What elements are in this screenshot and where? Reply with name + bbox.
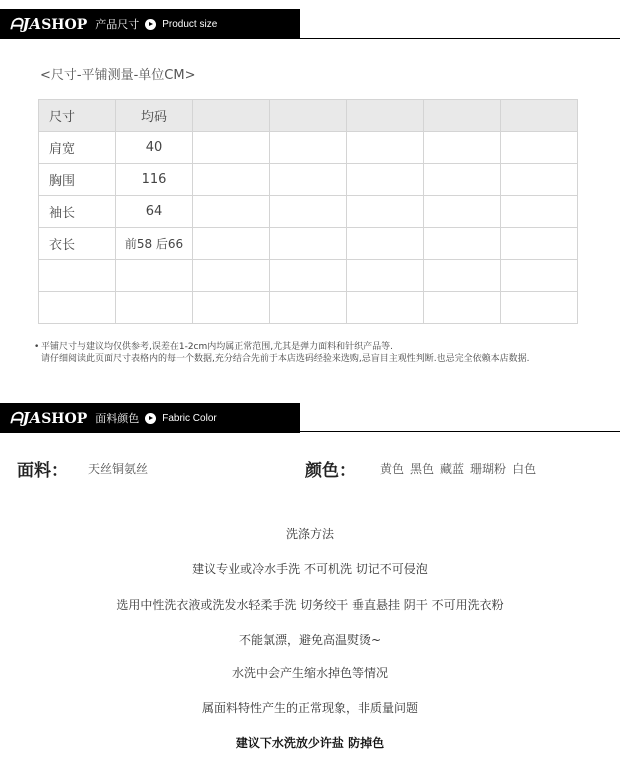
- row-label: 衣长: [39, 228, 116, 260]
- row-value: 116: [116, 164, 193, 196]
- section-title-en: Fabric Color: [162, 412, 217, 424]
- row-value: 40: [116, 132, 193, 164]
- note-item: • 平铺尺寸与建议均仅供参考,误差在1-2cm内均属正常范围,尤其是弹力面料和针织产品等.: [34, 342, 393, 352]
- section-title-en: Product size: [162, 18, 218, 30]
- care-line: 属面料特性产生的正常现象，非质量问题: [201, 701, 418, 715]
- empty-cell: [347, 100, 424, 132]
- color-list: [380, 460, 542, 477]
- color-option: 白色: [512, 462, 537, 476]
- color-option: 藏蓝: [440, 462, 465, 476]
- header-cell: 均码: [116, 100, 193, 132]
- care-line: 水洗中会产生缩水掉色等情况: [231, 666, 388, 680]
- empty-cell: [501, 100, 578, 132]
- brand-logo: ᗩJASHOP: [10, 409, 88, 427]
- color-option: 黑色: [410, 462, 435, 476]
- play-arrow-icon: [145, 413, 156, 424]
- size-notes: [34, 341, 589, 365]
- fabric-label: 面料：: [17, 461, 68, 481]
- care-line-emphasis: 建议下水洗放少许盐 防掉色: [235, 736, 385, 750]
- table-row: [39, 260, 578, 292]
- table-row: [39, 132, 578, 164]
- size-caption: <尺寸-平铺测量-单位CM>: [40, 68, 196, 83]
- play-arrow-icon: [145, 19, 156, 30]
- row-label: 胸围: [39, 164, 116, 196]
- row-value: 64: [116, 196, 193, 228]
- care-line: 不能氯漂，避免高温熨烫~: [238, 633, 382, 647]
- banner-divider: [0, 431, 620, 432]
- care-line: 建议专业或冷水手洗 不可机洗 切记不可侵泡: [192, 562, 428, 576]
- section-banner-fabric-color: [0, 403, 300, 433]
- empty-cell: [424, 100, 501, 132]
- row-label: 袖长: [39, 196, 116, 228]
- color-option: 珊瑚粉: [470, 462, 507, 476]
- note-item: 请仔细阅读此页面尺寸表格内的每一个数据,充分结合先前于本店选码经验来选购,忌盲目主观性判断.也忌完全依赖本店数据.: [41, 354, 530, 364]
- row-value: 前58 后66: [116, 228, 193, 260]
- care-line: 选用中性洗衣液或洗发水轻柔手洗 切务绞干 垂直悬挂 阴干 不可用洗衣粉: [116, 598, 504, 612]
- section-banner-product-size: [0, 9, 300, 39]
- banner-divider: [0, 38, 620, 39]
- fabric-color-row: [0, 456, 620, 482]
- brand-logo: ᗩJASHOP: [10, 15, 88, 33]
- color-label: 颜色：: [305, 461, 356, 481]
- table-row: [39, 292, 578, 324]
- table-row: [39, 228, 578, 260]
- row-label: 肩宽: [39, 132, 116, 164]
- empty-cell: [193, 100, 270, 132]
- table-row: [39, 196, 578, 228]
- table-row: [39, 164, 578, 196]
- color-option: 黄色: [380, 462, 405, 476]
- section-title-zh: 产品尺寸: [95, 18, 140, 31]
- section-title-zh: 面料颜色: [95, 412, 140, 425]
- empty-cell: [270, 100, 347, 132]
- care-title: 洗涤方法: [285, 527, 334, 541]
- header-cell: 尺寸: [39, 100, 116, 132]
- size-table: [38, 99, 578, 324]
- table-header-row: [39, 100, 578, 132]
- fabric-value: 天丝铜氨丝: [88, 462, 149, 476]
